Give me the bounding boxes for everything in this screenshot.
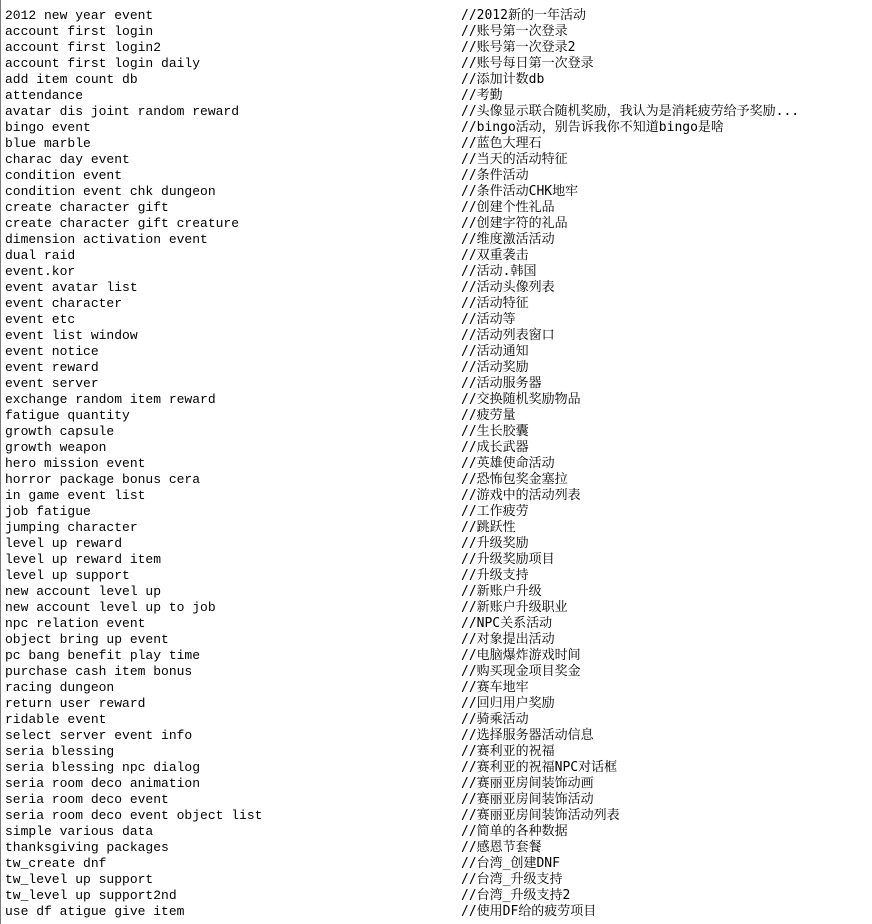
line-comment: //选择服务器活动信息 [461,728,594,743]
line-comment: //条件活动 [461,168,529,183]
line-key: exchange random item reward [5,392,216,407]
line-comment: //活动列表窗口 [461,328,555,343]
text-line[interactable] [5,840,872,856]
line-key: avatar dis joint random reward [5,104,240,119]
line-key: seria blessing [5,744,115,759]
line-comment: //升级奖励项目 [461,552,555,567]
text-line[interactable] [5,568,872,584]
text-line[interactable] [5,904,872,920]
line-key: event avatar list [5,280,138,295]
text-line[interactable] [5,328,872,344]
text-line[interactable] [5,312,872,328]
line-comment: //使用DF给的疲劳项目 [461,904,597,919]
line-key: racing dungeon [5,680,115,695]
line-key: growth weapon [5,440,107,455]
line-key: charac day event [5,152,130,167]
line-comment: //添加计数db [461,72,545,87]
text-line[interactable] [5,200,872,216]
line-key: return user reward [5,696,146,711]
line-comment: //账号每日第一次登录 [461,56,594,71]
line-key: attendance [5,88,84,103]
line-comment: //赛丽亚房间装饰动画 [461,776,594,791]
text-line[interactable] [5,152,872,168]
line-key: add item count db [5,72,138,87]
line-comment: //当天的活动特征 [461,152,568,167]
text-line[interactable] [5,440,872,456]
line-key: purchase cash item bonus [5,664,193,679]
line-key: in game event list [5,488,146,503]
line-key: 2012 new year event [5,8,154,23]
line-comment: //赛车地牢 [461,680,529,695]
text-line[interactable] [5,504,872,520]
line-key: dimension activation event [5,232,208,247]
line-key: tw_level up support2nd [5,888,177,903]
text-line[interactable] [5,408,872,424]
line-comment: //购买现金项目奖金 [461,664,581,679]
line-comment: //条件活动CHK地牢 [461,184,579,199]
line-comment: //赛丽亚房间装饰活动 [461,792,594,807]
line-key: event notice [5,344,99,359]
line-key: event character [5,296,123,311]
text-line[interactable] [5,664,872,680]
line-comment: //对象提出活动 [461,632,555,647]
text-line[interactable] [5,520,872,536]
line-key: level up support [5,568,130,583]
line-key: tw_create dnf [5,856,107,871]
line-key: event.kor [5,264,76,279]
text-line[interactable] [5,728,872,744]
text-line[interactable] [5,824,872,840]
line-key: new account level up to job [5,600,216,615]
line-key: npc relation event [5,616,146,631]
line-comment: //头像显示联合随机奖励，我认为是消耗疲劳给予奖励... [461,104,800,119]
line-key: create character gift [5,200,169,215]
line-key: seria room deco animation [5,776,201,791]
line-key: jumping character [5,520,138,535]
line-comment: //新账户升级 [461,584,542,599]
line-comment: //账号第一次登录 [461,24,568,39]
line-key: account first login daily [5,56,201,71]
text-line[interactable] [5,72,872,88]
text-line[interactable] [5,136,872,152]
text-line[interactable] [5,376,872,392]
line-comment: //台湾_创建DNF [461,856,560,871]
line-comment: //电脑爆炸游戏时间 [461,648,581,663]
text-line[interactable] [5,680,872,696]
text-line[interactable] [5,456,872,472]
line-comment: //跳跃性 [461,520,516,535]
line-key: condition event chk dungeon [5,184,216,199]
line-key: growth capsule [5,424,115,439]
line-comment: //创建个性礼品 [461,200,555,215]
line-key: fatigue quantity [5,408,130,423]
line-comment: //蓝色大理石 [461,136,542,151]
line-comment: //英雄使命活动 [461,456,555,471]
line-comment: //活动等 [461,312,516,327]
text-line[interactable] [5,280,872,296]
line-comment: //活动奖励 [461,360,529,375]
line-key: event etc [5,312,76,327]
text-line[interactable] [5,712,872,728]
line-comment: //台湾_升级支持 [461,872,563,887]
line-comment: //活动.韩国 [461,264,537,279]
text-line[interactable] [5,56,872,72]
text-line[interactable] [5,776,872,792]
line-key: condition event [5,168,123,183]
line-key: pc bang benefit play time [5,648,201,663]
line-key: seria room deco event [5,792,169,807]
text-line[interactable] [5,856,872,872]
text-line[interactable] [5,232,872,248]
text-line[interactable] [5,184,872,200]
line-key: bingo event [5,120,91,135]
text-line[interactable] [5,616,872,632]
line-key: object bring up event [5,632,169,647]
line-comment: //新账户升级职业 [461,600,568,615]
text-line[interactable] [5,792,872,808]
line-comment: //账号第一次登录2 [461,40,576,55]
line-comment: //台湾_升级支持2 [461,888,571,903]
text-line[interactable] [5,24,872,40]
line-comment: //工作疲劳 [461,504,529,519]
line-key: account first login2 [5,40,162,55]
text-line[interactable] [5,104,872,120]
text-line[interactable] [5,744,872,760]
text-line[interactable] [5,120,872,136]
line-key: seria room deco event object list [5,808,263,823]
line-key: blue marble [5,136,91,151]
text-line[interactable] [5,88,872,104]
text-line[interactable] [5,8,872,24]
text-line[interactable] [5,584,872,600]
text-lines[interactable] [5,8,872,920]
line-key: hero mission event [5,456,146,471]
text-line[interactable] [5,888,872,904]
line-key: level up reward [5,536,123,551]
text-line[interactable] [5,264,872,280]
line-comment: //升级奖励 [461,536,529,551]
text-line[interactable] [5,760,872,776]
text-line[interactable] [5,424,872,440]
line-comment: //疲劳量 [461,408,516,423]
line-comment: //交换随机奖励物品 [461,392,581,407]
line-comment: //活动特征 [461,296,529,311]
line-comment: //bingo活动，别告诉我你不知道bingo是啥 [461,120,724,135]
line-key: level up reward item [5,552,162,567]
line-key: seria blessing npc dialog [5,760,201,775]
line-comment: //考勤 [461,88,503,103]
line-key: create character gift creature [5,216,240,231]
text-line[interactable] [5,248,872,264]
line-key: select server event info [5,728,193,743]
line-comment: //维度激活活动 [461,232,555,247]
line-comment: //活动头像列表 [461,280,555,295]
text-line[interactable] [5,872,872,888]
line-key: account first login [5,24,154,39]
line-comment: //活动通知 [461,344,529,359]
text-line[interactable] [5,648,872,664]
line-key: horror package bonus cera [5,472,201,487]
line-key: event list window [5,328,138,343]
line-comment: //生长胶囊 [461,424,529,439]
line-comment: //升级支持 [461,568,529,583]
line-comment: //创建字符的礼品 [461,216,568,231]
line-comment: //赛利亚的祝福NPC对话框 [461,760,618,775]
line-comment: //骑乘活动 [461,712,529,727]
text-line[interactable] [5,472,872,488]
text-line[interactable] [5,488,872,504]
line-comment: //赛利亚的祝福 [461,744,555,759]
line-comment: //2012新的一年活动 [461,8,586,23]
text-line[interactable] [5,216,872,232]
line-comment: //感恩节套餐 [461,840,542,855]
line-key: dual raid [5,248,76,263]
text-line[interactable] [5,600,872,616]
line-key: ridable event [5,712,107,727]
text-line[interactable] [5,344,872,360]
line-key: job fatigue [5,504,91,519]
line-comment: //成长武器 [461,440,529,455]
text-line[interactable] [5,168,872,184]
text-line[interactable] [5,40,872,56]
text-line[interactable] [5,360,872,376]
editor-left-border [0,0,1,924]
line-key: use df atigue give item [5,904,185,919]
text-line[interactable] [5,552,872,568]
line-comment: //回归用户奖励 [461,696,555,711]
line-comment: //恐怖包奖金塞拉 [461,472,568,487]
text-line[interactable] [5,392,872,408]
line-comment: //双重袭击 [461,248,529,263]
line-comment: //赛丽亚房间装饰活动列表 [461,808,620,823]
text-line[interactable] [5,296,872,312]
line-key: new account level up [5,584,162,599]
line-comment: //NPC关系活动 [461,616,553,631]
line-comment: //活动服务器 [461,376,542,391]
line-comment: //简单的各种数据 [461,824,568,839]
line-key: tw_level up support [5,872,154,887]
text-line[interactable] [5,632,872,648]
line-key: simple various data [5,824,154,839]
line-key: event reward [5,360,99,375]
text-line[interactable] [5,808,872,824]
line-key: thanksgiving packages [5,840,169,855]
text-line[interactable] [5,696,872,712]
line-comment: //游戏中的活动列表 [461,488,581,503]
text-line[interactable] [5,536,872,552]
line-key: event server [5,376,99,391]
